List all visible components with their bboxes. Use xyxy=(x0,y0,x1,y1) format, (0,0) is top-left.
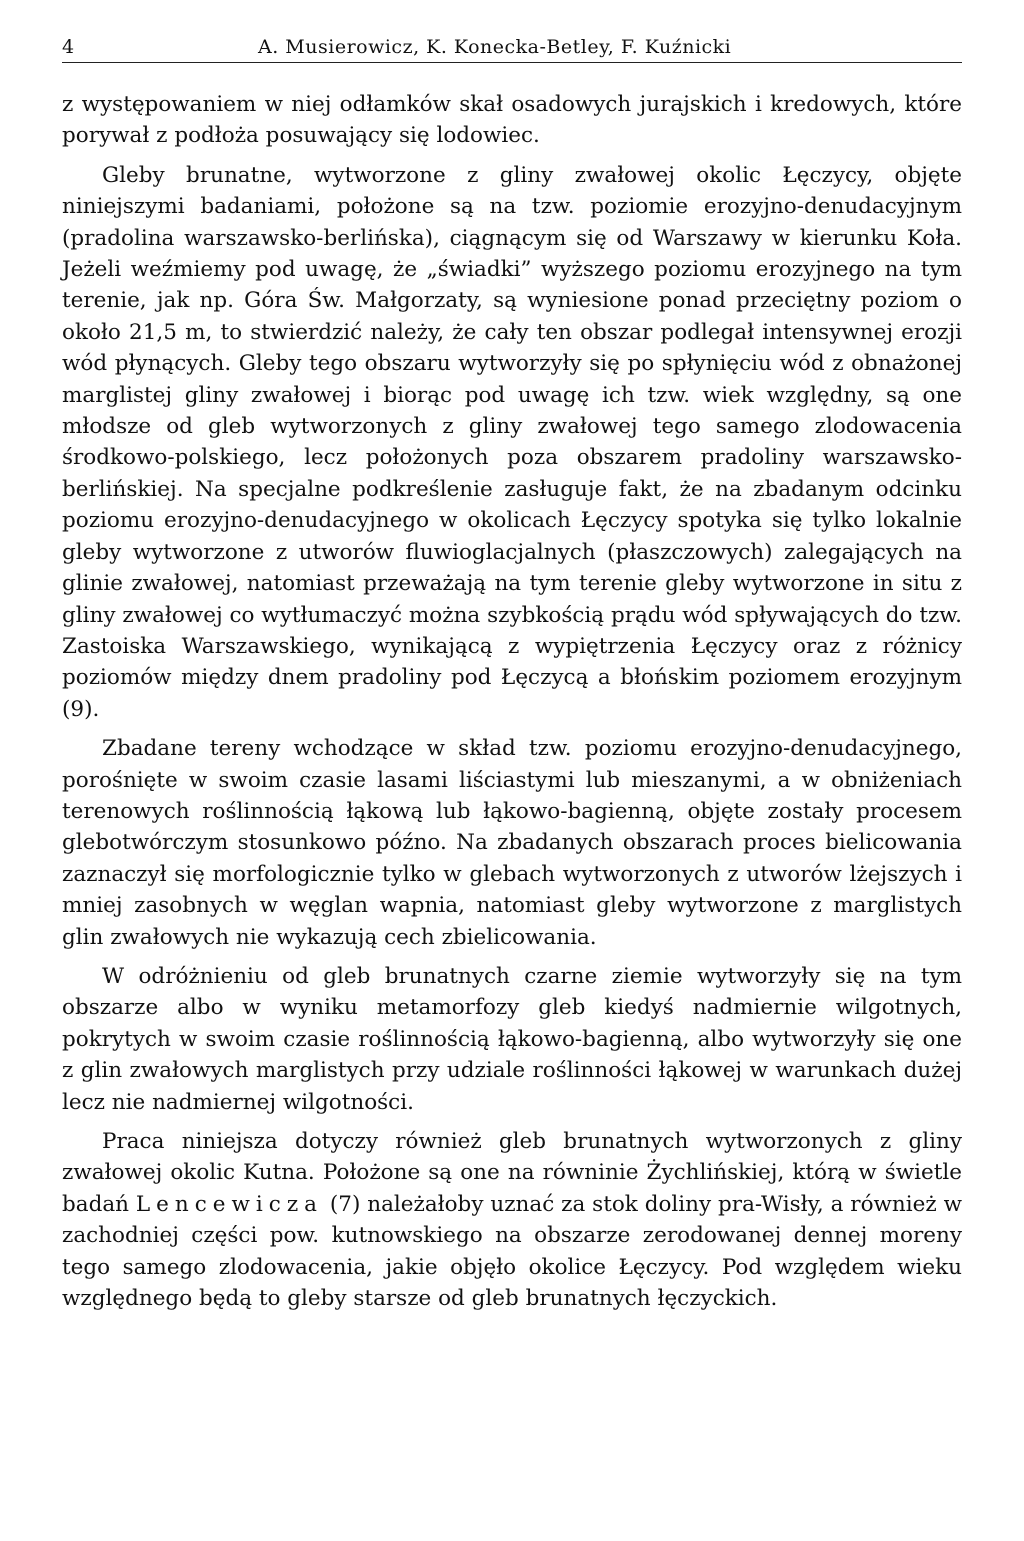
running-head-authors: A. Musierowicz, K. Konecka-Betley, F. Kuźnicki xyxy=(258,36,732,58)
paragraph-kutno-text-before: Praca niniejsza dotyczy również gleb brunatnych wytworzonych z gliny zwałowej okolic Kutna. Położone są one na równinie Żychlińskiej, którą w świetle badań xyxy=(62,1129,962,1217)
page-number: 4 xyxy=(62,36,75,58)
running-head xyxy=(62,30,962,63)
paragraph-kutno-soils xyxy=(62,1126,962,1314)
cited-author-lencewicz: Lencewicza xyxy=(135,1191,323,1217)
paragraph-continued: z występowaniem w niej odłamków skał osadowych jurajskich i kredowych, które porywał z podłoża posuwający się lodowiec. xyxy=(62,92,962,149)
paragraph-kutno-text-after: (7) należałoby uznać za stok doliny pra-Wisły, a również w zachodniej części pow. kutnowskiego na obszarze zerodowanej dennej moreny tego samego zlodowacenia, jakie objęło okolice Łęczycy. Pod względem wieku względnego będą to gleby starsze od gleb brunatnych łęczyckich. xyxy=(62,1191,963,1312)
body-text xyxy=(62,89,962,1314)
paragraph-black-earths: W odróżnieniu od gleb brunatnych czarne ziemie wytworzyły się na tym obszarze albo w wyniku metamorfozy gleb kiedyś nadmiernie wilgotnych, pokrytych w swoim czasie roślinnością łąkowo-bagienną, albo wytworzyły się one z glin zwałowych marglistych przy udziale roślinności łąkowej w warunkach dużej lecz nie nadmiernej wilgotności. xyxy=(62,963,962,1115)
paragraph-soils-leczyca: Gleby brunatne, wytworzone z gliny zwałowej okolic Łęczycy, objęte niniejszymi badaniami, położone są na tzw. poziomie erozyjno-denudacyjnym (pradolina warszawsko-berlińska), ciągnącym się od Warszawy w kierunku Koła. Jeżeli weźmiemy pod uwagę, że „świadki” wyższego poziomu erozyjnego na tym terenie, jak np. Góra Św. Małgorzaty, są wyniesione ponad przeciętny poziom o około 21,5 m, to stwierdzić należy, że cały ten obszar podlegał intensywnej erozji wód płynących. Gleby tego obszaru wytworzyły się po spłynięciu wód z obnażonej marglistej gliny zwałowej i biorąc pod uwagę ich tzw. wiek względny, są one młodsze od gleb wytworzonych z gliny zwałowej tego samego zlodowacenia środkowo-polskiego, lecz położonych poza obszarem pradoliny warszawsko-berlińskiej. Na specjalne podkreślenie zasługuje fakt, że na zbadanym odcinku poziomu erozyjno-denudacyjnego w okolicach Łęczycy spotyka się tylko lokalnie gleby wytworzone z utworów fluwioglacjalnych (płaszczowych) zalegających na glinie zwałowej, natomiast przeważają na tym terenie gleby wytworzone in situ z gliny zwałowej co wytłumaczyć można szybkością prądu wód spływających do tzw. Zastoiska Warszawskiego, wynikającą z wypiętrzenia Łęczycy oraz z różnicy poziomów między dnem pradoliny pod Łęczycą a błońskim poziomem erozyjnym (9). xyxy=(62,162,962,722)
document-page xyxy=(62,30,962,1322)
paragraph-studied-terrain: Zbadane tereny wchodzące w skład tzw. poziomu erozyjno-denudacyjnego, porośnięte w swoim czasie lasami liściastymi lub mieszanymi, a w obniżeniach terenowych roślinnością łąkową lub łąkowo-bagienną, objęte zostały procesem glebotwórczym stosunkowo późno. Na zbadanych obszarach proces bielicowania zaznaczył się morfologicznie tylko w glebach wytworzonych z utworów lżejszych i mniej zasobnych w węglan wapnia, natomiast gleby wytworzone z marglistych glin zwałowych nie wykazują cech zbielicowania. xyxy=(62,736,962,950)
